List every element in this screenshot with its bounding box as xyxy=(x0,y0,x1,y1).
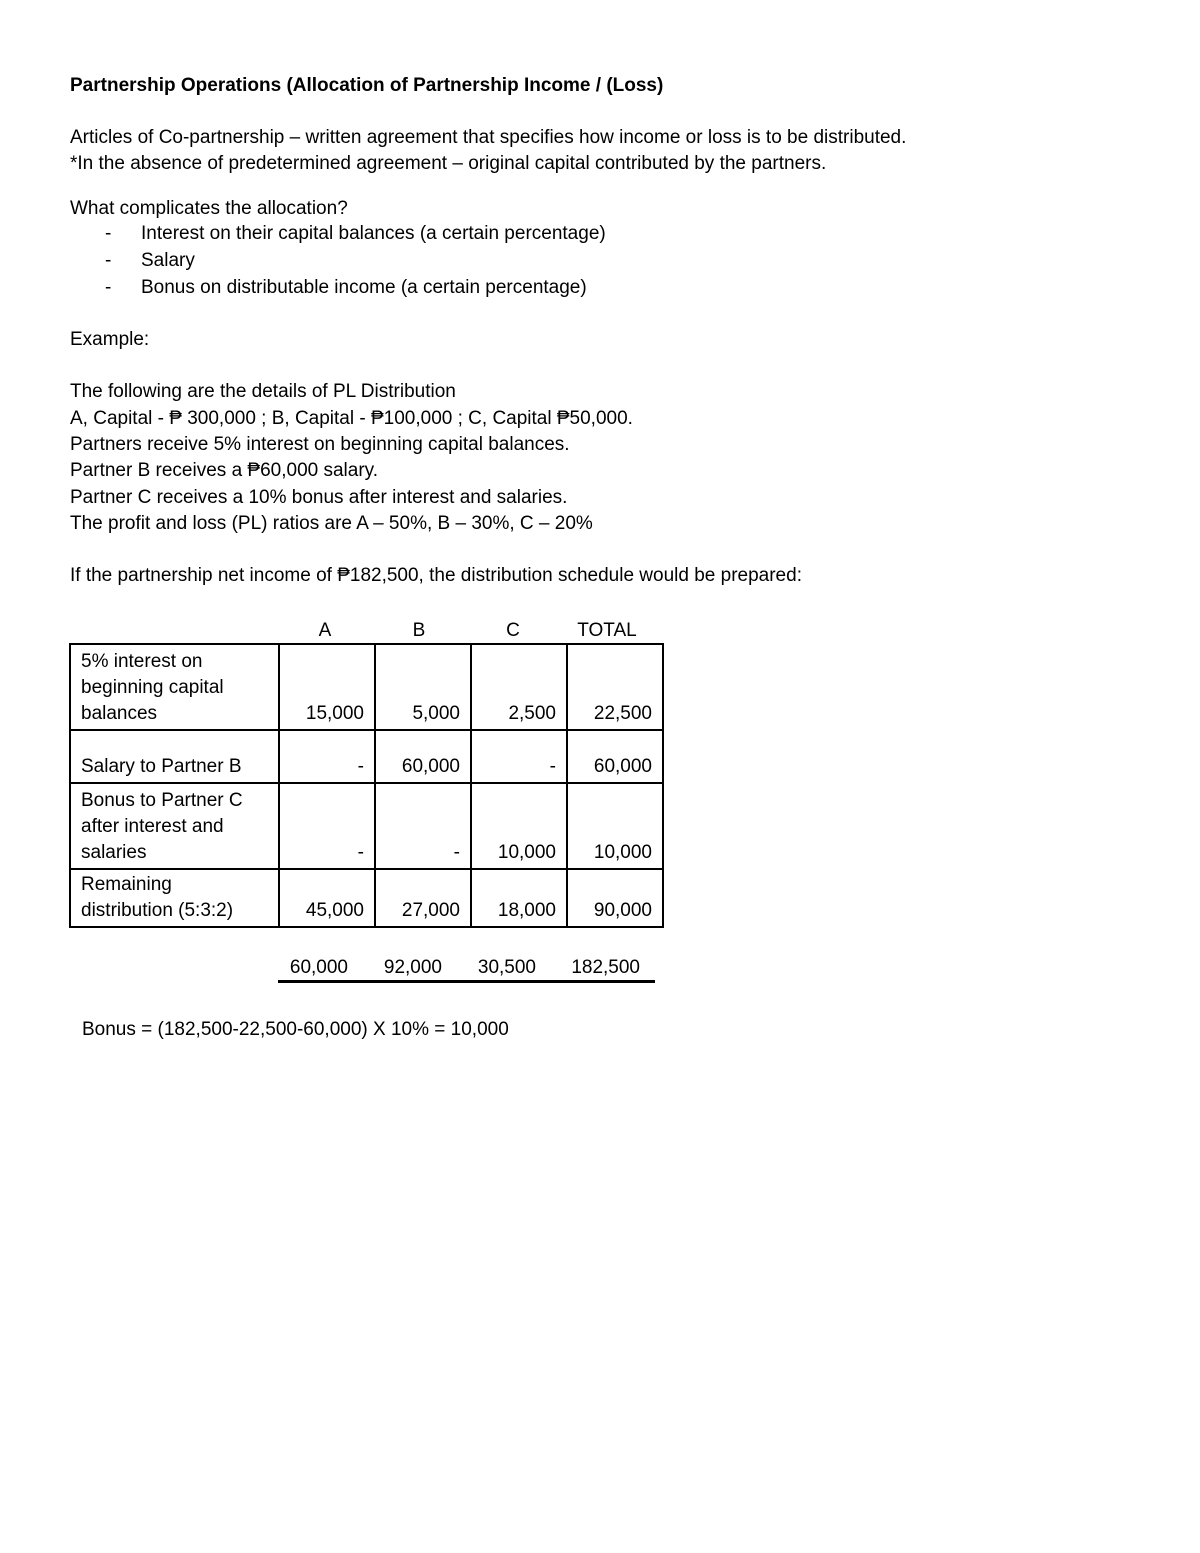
cell-c: 2,500 xyxy=(471,644,567,730)
example-line: A, Capital - ₱ 300,000 ; B, Capital - ₱100,000 ; C, Capital ₱50,000. xyxy=(70,408,633,429)
row-label: Bonus to Partner C after interest and salaries xyxy=(70,783,279,869)
table-row xyxy=(70,869,663,927)
cell-c: 10,000 xyxy=(471,783,567,869)
cell-a: 45,000 xyxy=(279,869,375,927)
cell-total: 10,000 xyxy=(567,783,663,869)
cell-b: 27,000 xyxy=(375,869,471,927)
cell-total: 60,000 xyxy=(567,730,663,783)
column-header-b: B xyxy=(412,620,426,641)
bonus-formula: Bonus = (182,500-22,500-60,000) X 10% = 10,000 xyxy=(82,1019,509,1040)
example-line: The following are the details of PL Distribution xyxy=(70,381,456,402)
cell-b: 60,000 xyxy=(375,730,471,783)
grand-total: 182,500 xyxy=(571,957,640,978)
cell-c: - xyxy=(471,730,567,783)
example-line: Partner C receives a 10% bonus after interest and salaries. xyxy=(70,487,568,508)
list-item-text: Bonus on distributable income (a certain percentage) xyxy=(141,277,587,298)
column-header-total: TOTAL xyxy=(577,620,637,641)
cell-total: 22,500 xyxy=(567,644,663,730)
cell-b: 5,000 xyxy=(375,644,471,730)
table-row xyxy=(70,730,663,783)
column-header-a: A xyxy=(318,620,332,641)
cell-b: - xyxy=(375,783,471,869)
complications-question: What complicates the allocation? xyxy=(70,198,348,219)
page-title: Partnership Operations (Allocation of Partnership Income / (Loss) xyxy=(70,75,664,96)
dash-bullet: - xyxy=(105,223,112,244)
row-label: Remaining distribution (5:3:2) xyxy=(70,869,279,927)
total-b: 92,000 xyxy=(383,957,442,978)
schedule-intro: If the partnership net income of ₱182,500, the distribution schedule would be prepared: xyxy=(70,565,802,586)
cell-c: 18,000 xyxy=(471,869,567,927)
example-line: Partners receive 5% interest on beginning capital balances. xyxy=(70,434,570,455)
table-row xyxy=(70,644,663,730)
dash-bullet: - xyxy=(105,250,112,271)
total-a: 60,000 xyxy=(289,957,348,978)
intro-line-2: *In the absence of predetermined agreement – original capital contributed by the partners. xyxy=(70,153,827,174)
cell-total: 90,000 xyxy=(567,869,663,927)
table-row xyxy=(70,783,663,869)
cell-a: - xyxy=(279,730,375,783)
list-item-text: Salary xyxy=(141,250,195,271)
intro-line-1: Articles of Co-partnership – written agreement that specifies how income or loss is to be distributed. xyxy=(70,127,907,148)
totals-double-underline xyxy=(278,980,655,983)
distribution-table xyxy=(69,643,664,928)
row-label: 5% interest on beginning capital balances xyxy=(70,644,279,730)
column-header-c: C xyxy=(506,620,520,641)
cell-a: 15,000 xyxy=(279,644,375,730)
example-line: The profit and loss (PL) ratios are A – 50%, B – 30%, C – 20% xyxy=(70,513,593,534)
example-line: Partner B receives a ₱60,000 salary. xyxy=(70,460,379,481)
dash-bullet: - xyxy=(105,277,112,298)
cell-a: - xyxy=(279,783,375,869)
list-item-text: Interest on their capital balances (a certain percentage) xyxy=(141,223,606,244)
row-label: Salary to Partner B xyxy=(70,730,279,783)
total-c: 30,500 xyxy=(477,957,536,978)
example-heading: Example: xyxy=(70,329,150,350)
